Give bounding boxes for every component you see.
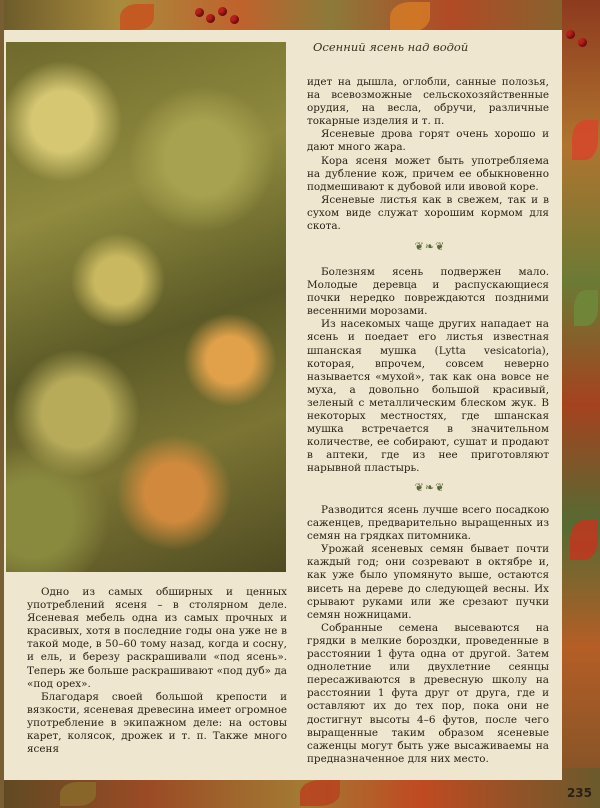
leaf-icon <box>120 4 154 30</box>
leaf-icon <box>300 780 340 806</box>
paragraph: Ясеневые листья как в свежем, так и в сухом виде служат хорошим кормом для скота. <box>307 193 549 233</box>
paragraph: Урожай ясеневых семян бывает почти каждый год; они созревают в октябре и, как уже было упомянуто выше, остаются висеть на дереве до следующей весны. Их срывают руками или же срезают пучки семян ножницами. <box>307 543 549 621</box>
text-block-diseases <box>307 266 549 476</box>
ornament-divider: ❦❧❦ <box>414 481 446 494</box>
text-block-joinery <box>27 586 287 756</box>
paragraph: Одно из самых обширных и ценных употреблений ясеня – в столярном деле. Ясеневая мебель одна из самых прочных и красивых, хотя в последние годы она уже не в такой моде, в 50–60 тому назад, когда и сосну, и ель, и березу раскрашивали «под ясень». Теперь же больше раскрашивают «под дуб» да «под орех». <box>27 586 287 690</box>
paragraph: Из насекомых чаще других нападает на ясень и поедает его листья известная шпанская мушка (Lytta vesicatoria), которая, впрочем, совсем неверно называется «мухой», так как она вовсе не муха, а довольно большой красивый, зеленый с металлическим блеском жук. В некоторых местностях, где шпанская мушка встречается в значительном количестве, ее собирают, сушат и продают в аптеки, где из нее приготовляют нарывной пластырь. <box>307 318 549 475</box>
leaf-icon <box>572 120 598 160</box>
rowan-berry-icon <box>230 15 239 24</box>
photo-caption: Осенний ясень над водой <box>313 40 469 54</box>
ash-tree-photo <box>6 42 286 572</box>
paragraph: Благодаря своей большой крепости и вязкости, ясеневая древесина имеет огромное употребление в экипажном деле: на остовы карет, колясок, дрожек и т. п. Также много ясеня <box>27 690 287 756</box>
leaf-icon <box>574 290 598 326</box>
paragraph: Кора ясеня может быть употребляема на дубление кож, причем ее обыкновенно подмешивают к дубовой или ивовой коре. <box>307 154 549 193</box>
leaf-icon <box>570 520 598 560</box>
paragraph: идет на дышла, оглобли, санные полозья, на всевозможные сельскохозяйственные орудия, на весла, обручи, различные токарные изделия и т. п. <box>307 76 549 128</box>
paragraph: Ясеневые дрова горят очень хорошо и дают много жара. <box>307 128 549 154</box>
ornament-divider: ❦❧❦ <box>414 240 446 253</box>
rowan-berry-icon <box>578 38 587 47</box>
text-block-uses <box>307 76 549 233</box>
rowan-berry-icon <box>206 14 215 23</box>
paragraph: Болезням ясень подвержен мало. Молодые деревца и распускающиеся почки нередко повреждаются поздними весенними морозами. <box>307 266 549 318</box>
rowan-berry-icon <box>195 8 204 17</box>
paragraph: Собранные семена высеваются на грядки в мелкие бороздки, проведенные в расстоянии 1 фута одна от другой. Затем однолетние или двухлетние сеянцы пересаживаются в древесную школу на расстоянии 1 фута друг от друга, где и оставляют их до тех пор, пока они не достигнут высоты 4–6 футов, после чего выращенные таким образом ясеневые саженцы могут быть уже высаживаемы на предназначенное для них место. <box>307 621 549 765</box>
leaf-icon <box>390 2 430 32</box>
text-block-propagation <box>307 504 549 766</box>
rowan-berry-icon <box>566 30 575 39</box>
page-number: 235 <box>566 786 592 800</box>
paragraph: Разводится ясень лучше всего посадкою саженцев, предварительно выращенных из семян на грядках питомника. <box>307 504 549 543</box>
rowan-berry-icon <box>218 7 227 16</box>
leaf-icon <box>60 782 96 806</box>
